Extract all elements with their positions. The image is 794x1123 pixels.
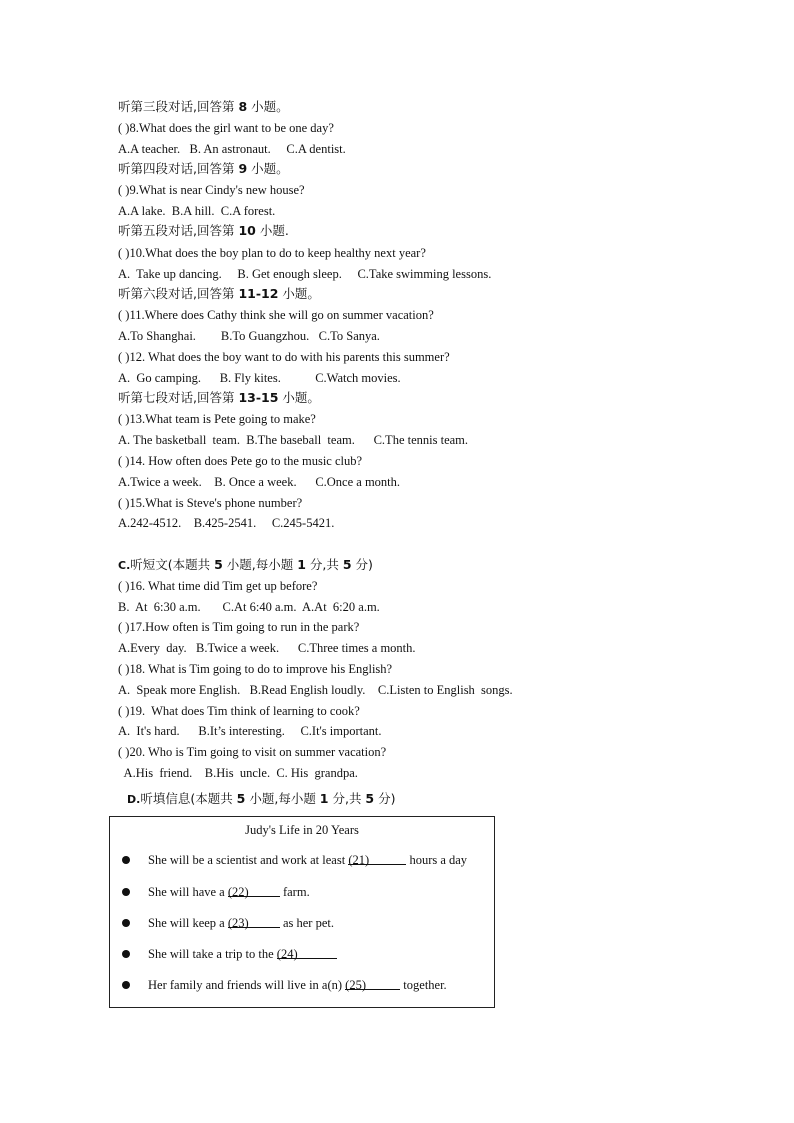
bullet-icon: [122, 888, 130, 896]
question-9: ( )9.What is near Cindy's new house?: [118, 183, 305, 197]
info-item-24: She will take a trip to the (24): [122, 947, 337, 962]
question-18: ( )18. What is Tim going to do to improve his English?: [118, 662, 393, 676]
bullet-icon: [122, 981, 130, 989]
section-heading-part7: 听第七段对话,回答第 13-15 小题。: [118, 390, 320, 405]
info-item-22: She will have a (22) farm.: [122, 885, 310, 900]
options-18: A. Speak more English. B.Read English loudly. C.Listen to English songs.: [118, 683, 513, 697]
answer-blank-21: (21): [348, 853, 406, 865]
options-17: A.Every day. B.Twice a week. C.Three times a month.: [118, 641, 416, 655]
bullet-icon: [122, 950, 130, 958]
options-12: A. Go camping. B. Fly kites. C.Watch movies.: [118, 371, 401, 385]
question-20: ( )20. Who is Tim going to visit on summer vacation?: [118, 745, 387, 759]
answer-blank-22: (22): [228, 885, 280, 897]
options-10: A. Take up dancing. B. Get enough sleep. C.Take swimming lessons.: [118, 267, 492, 281]
bullet-icon: [122, 919, 130, 927]
options-20: A.His friend. B.His uncle. C. His grandpa.: [118, 766, 358, 780]
question-17: ( )17.How often is Tim going to run in the park?: [118, 620, 360, 634]
question-11: ( )11.Where does Cathy think she will go on summer vacation?: [118, 308, 434, 322]
options-13: A. The basketball team. B.The baseball team. C.The tennis team.: [118, 433, 469, 447]
section-heading-part5: 听第五段对话,回答第 10 小题.: [118, 223, 289, 238]
question-12: ( )12. What does the boy want to do with his parents this summer?: [118, 350, 450, 364]
section-heading-part4: 听第四段对话,回答第 9 小题。: [118, 161, 289, 176]
answer-blank-25: (25): [345, 978, 400, 990]
bullet-icon: [122, 856, 130, 864]
question-13: ( )13.What team is Pete going to make?: [118, 412, 316, 426]
question-16: ( )16. What time did Tim get up before?: [118, 579, 318, 593]
section-d-heading: D.听填信息(本题共 5 小题,每小题 1 分,共 5 分): [127, 791, 396, 806]
options-14: A.Twice a week. B. Once a week. C.Once a month.: [118, 475, 401, 489]
question-10: ( )10.What does the boy plan to do to keep healthy next year?: [118, 246, 426, 260]
question-15: ( )15.What is Steve's phone number?: [118, 496, 303, 510]
options-15: A.242-4512. B.425-2541. C.245-5421.: [118, 516, 335, 530]
info-item-25: Her family and friends will live in a(n) (25) together.: [122, 978, 447, 993]
section-heading-part3: 听第三段对话,回答第 8 小题。: [118, 99, 289, 114]
section-c-heading: C.听短文(本题共 5 小题,每小题 1 分,共 5 分): [118, 557, 373, 572]
answer-blank-24: (24): [277, 947, 337, 959]
question-14: ( )14. How often does Pete go to the music club?: [118, 454, 363, 468]
answer-blank-23: (23): [228, 916, 280, 928]
info-box-title: Judy's Life in 20 Years: [245, 823, 359, 837]
question-19: ( )19. What does Tim think of learning to cook?: [118, 704, 360, 718]
options-11: A.To Shanghai. B.To Guangzhou. C.To Sanya.: [118, 329, 380, 343]
info-box: [109, 816, 495, 1008]
options-16: B. At 6:30 a.m. C.At 6:40 a.m. A.At 6:20 a.m.: [118, 600, 380, 614]
options-9: A.A lake. B.A hill. C.A forest.: [118, 204, 276, 218]
options-19: A. It's hard. B.It’s interesting. C.It's important.: [118, 724, 382, 738]
info-item-23: She will keep a (23) as her pet.: [122, 916, 334, 931]
question-8: ( )8.What does the girl want to be one day?: [118, 121, 334, 135]
options-8: A.A teacher. B. An astronaut. C.A dentist.: [118, 142, 346, 156]
section-heading-part6: 听第六段对话,回答第 11-12 小题。: [118, 286, 320, 301]
info-item-21: She will be a scientist and work at least (21) hours a day: [122, 853, 467, 868]
